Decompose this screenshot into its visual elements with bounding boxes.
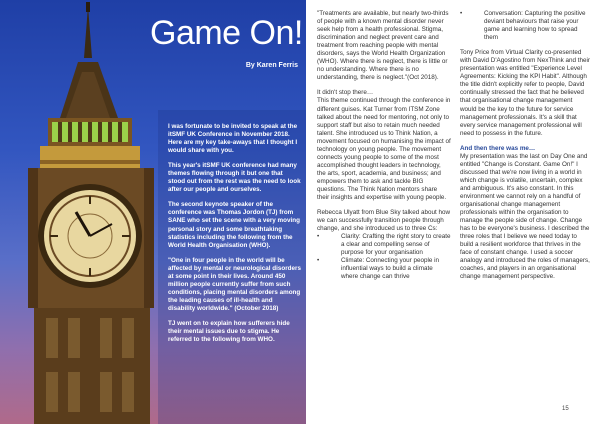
article-byline: By Karen Ferris — [245, 62, 298, 69]
bullet-marker: • — [317, 257, 320, 265]
body-paragraph: Tony Price from Virtual Clarity co-presented with David D'Agostino from NexThink and their presentation was entitled "Experience Level Agreements: Kicking the KPI Habit". Although the title didn't explicitly refer to people, David continually stressed the fact that he believed that organisational change management would be the key to the future for service management professionals. It's a skill that every service management professional will need to possess in the future. — [460, 49, 590, 137]
article-title: Game On! — [150, 14, 303, 52]
section-heading: It didn't stop there… — [317, 89, 374, 97]
intro-paragraph: I was fortunate to be invited to speak at the itSMF UK Conference in November 2018. Here are my key take-aways that I thought I would share with you. — [168, 123, 298, 155]
bullet-item — [460, 10, 590, 42]
intro-paragraph: This year's itSMF UK conference had many themes flowing through it but one that stood out from the rest was the need to look after our people and ourselves. — [168, 162, 301, 194]
text-column-middle — [317, 10, 451, 282]
body-paragraph: My presentation was the last on Day One and entitled "Change is Constant. Game On!" I discussed that we're now living in a world in which change is volatile, uncertain, complex and ambiguous. It's also constant. In this environment we cannot rely on a handful of organisational change management professionals within the organisation to manage the people side of change. Change has to be everyone's business. I described the three roles that I believe we need today to build a resilient workforce that thrives in the face of constant change. I used a soccer analogy and introduced the roles of managers, coaches, and players in an organisational change management perspective. — [460, 152, 590, 281]
bullet-item — [317, 233, 451, 257]
bullet-text: Climate: Connecting your people in influential ways to build a climate where change can thrive — [341, 257, 440, 281]
bullet-marker: • — [317, 233, 320, 241]
section-heading: And then there was me… — [460, 144, 536, 152]
body-paragraph: This theme continued through the conference in different guises. Kat Turner from ITSM Zone talked about the need for mentoring, not only to support staff but also to retain much needed talent. She introduced us to Think Nation, a movement focused on humanising the impact of technology on young people. The movement connects young people to some of the most accomplished thought leaders in technology, the arts, sport, academia, and business; and empowers them to ask and tackle BIG questions. The Think Nation mentors share their insights and expertise with young people. — [317, 97, 451, 202]
intro-paragraph: TJ went on to explain how sufferers hide their mental issues due to stigma. He referred to the following from WHO. — [168, 319, 290, 344]
bullet-text: Conversation: Capturing the positive deviant behaviours that raise your game and learning how to spread them — [484, 10, 586, 42]
intro-paragraph: "One in four people in the world will be affected by mental or neurological disorders at some point in their lives. Around 450 million people currently suffer from such conditions, placing mental disorders among the leading causes of ill-health and disability worldwide." (October 2018) — [168, 256, 301, 312]
who-quote: "Treatments are available, but nearly two-thirds of people with a known mental disorder never seek help from a health professional. Stigma, discrimination and neglect prevent care and treatment from reaching people with mental disorders, says the World Health Organization (WHO). Where there is neglect, there is little or no understanding. Where there is no understanding, there is neglect."(Oct 2018). — [317, 10, 449, 82]
text-column-right — [460, 10, 590, 289]
intro-paragraph: The second keynote speaker of the conference was Thomas Jordon (TJ) from SANE who set the scene with a very moving personal story and some breathtaking statistics including the following from the World Health Organisation (WHO). — [168, 201, 300, 249]
bullet-text: Clarity: Crafting the right story to create a clear and compelling sense of purpose for your organisation — [341, 233, 451, 257]
intro-text — [168, 123, 301, 351]
body-paragraph: Rebecca Ulyatt from Blue Sky talked about how we can successfully transition people through change, and she introduced us to three Cs: — [317, 209, 451, 233]
page-number: 15 — [562, 406, 569, 412]
bullet-item — [317, 257, 451, 281]
bullet-marker: • — [460, 10, 463, 17]
